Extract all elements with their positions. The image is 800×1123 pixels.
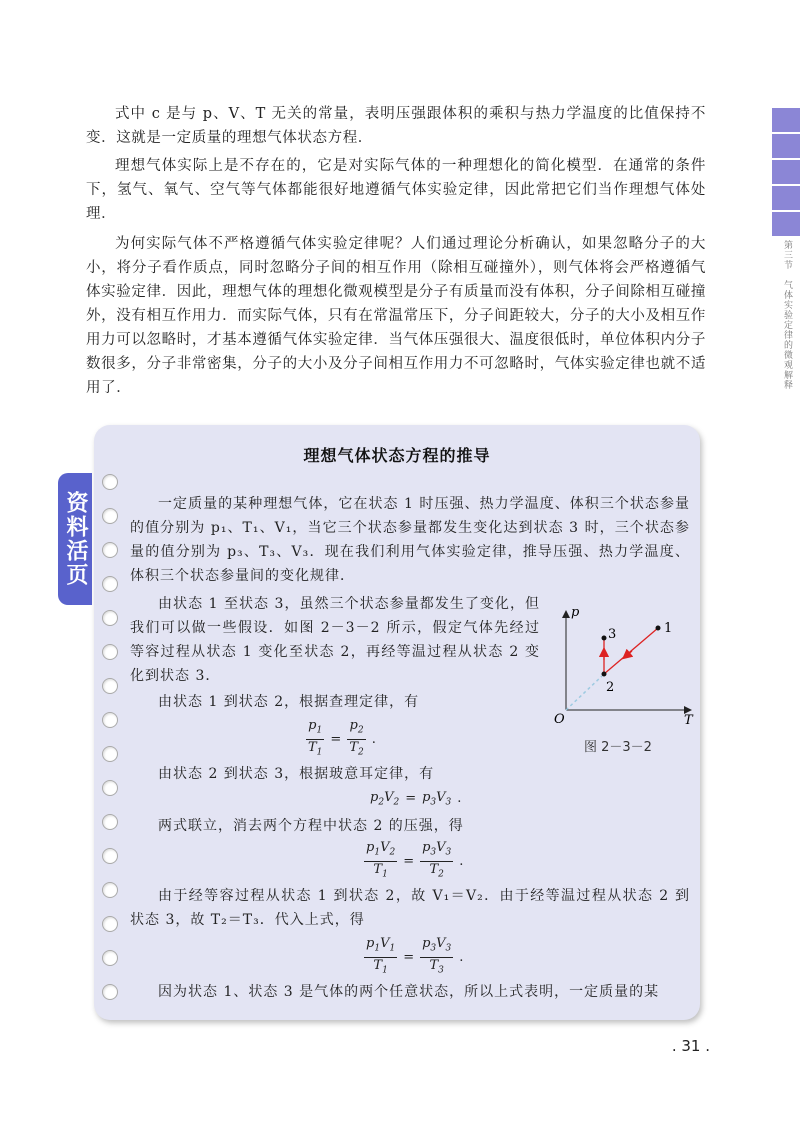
binder-ring: [102, 882, 118, 898]
section-sidebar-label: 第三节 气体实验定律的微观解释: [782, 240, 792, 390]
equation-combined-1: $\frac{p_1V_2}{T_1}$ = $\frac{p_3V_3}{T_2}$ .: [366, 840, 464, 880]
p-axis-label: p: [571, 605, 580, 620]
body-paragraph-2: 理想气体实际上是不存在的，它是对实际气体的一种理想化的简化模型．在通常的条件下，氢气、氧气、空气等气体都能很好地遵循气体实验定律，因此常把它们当作理想气体处理．: [86, 158, 706, 222]
binder-ring: [102, 508, 118, 524]
isochore-extension: [566, 676, 602, 710]
card-title: 理想气体状态方程的推导: [303, 446, 491, 465]
binder-ring: [102, 984, 118, 1000]
equation-state: $\frac{p_1V_1}{T_1}$ = $\frac{p_3V_3}{T_3}$ .: [366, 936, 464, 976]
origin-label: O: [554, 712, 565, 727]
state-point-1: [656, 626, 661, 631]
card-paragraph-4: 由状态 2 到状态 3，根据玻意耳定律，有: [158, 766, 435, 782]
card-side-label: 资料活页: [58, 473, 92, 605]
binder-ring: [102, 916, 118, 932]
state-point-3: [602, 636, 607, 641]
body-paragraph-1: 式中 c 是与 p、V、T 无关的常量，表明压强跟体积的乘积与热力学温度的比值保持不变．这就是一定质量的理想气体状态方程．: [86, 106, 706, 146]
binder-ring: [102, 848, 118, 864]
t-axis-label: T: [684, 713, 693, 728]
card-paragraph-3: 由状态 1 到状态 2，根据查理定律，有: [158, 694, 420, 710]
label-3: 3: [608, 627, 617, 642]
figure-caption: 图 2－3－2: [584, 740, 652, 755]
label-2: 2: [606, 680, 615, 695]
side-color-tab: [772, 108, 800, 238]
binder-ring: [102, 950, 118, 966]
equation-boyle: $p_2V_2$ = $p_3V_3$ .: [370, 790, 462, 808]
card-paragraph-1: 一定质量的某种理想气体，它在状态 1 时压强、热力学温度、体积三个状态参量的值分别为 p₁、T₁、V₁，当它三个状态参量都发生变化达到状态 3 时，三个状态参量的值分别为 p₃、T₃、V₃．现在我们利用气体实验定律，推导压强、热力学温度、体积三个状态参量间的变化规律．: [130, 496, 690, 584]
card-paragraph-2: 由状态 1 至状态 3，虽然三个状态参量都发生了变化，但我们可以做一些假设．如图 2－3－2 所示，假定气体先经过等容过程从状态 1 变化至状态 2，再经等温过程从状态 2 变化到状态 3．: [130, 596, 540, 684]
card-paragraph-6: 由于经等容过程从状态 1 到状态 2，故 V₁＝V₂．由于经等温过程从状态 2 到状态 3，故 T₂＝T₃．代入上式，得: [130, 888, 690, 928]
binder-ring: [102, 712, 118, 728]
binder-ring: [102, 678, 118, 694]
binder-ring: [102, 474, 118, 490]
binder-ring: [102, 542, 118, 558]
label-1: 1: [664, 621, 673, 636]
binder-ring: [102, 780, 118, 796]
binder-ring: [102, 814, 118, 830]
pT-diagram: [540, 598, 700, 738]
card-paragraph-7: 因为状态 1、状态 3 是气体的两个任意状态，所以上式表明，一定质量的某: [158, 984, 660, 1000]
page-number: . 31 .: [671, 1037, 710, 1055]
binder-ring: [102, 576, 118, 592]
binder-ring: [102, 746, 118, 762]
card-paragraph-5: 两式联立，消去两个方程中状态 2 的压强，得: [158, 818, 464, 834]
binder-ring: [102, 644, 118, 660]
binder-ring: [102, 610, 118, 626]
state-point-2: [602, 672, 607, 677]
body-paragraph-3: 为何实际气体不严格遵循气体实验定律呢？人们通过理论分析确认，如果忽略分子的大小，将分子看作质点，同时忽略分子间的相互作用（除相互碰撞外），则气体将会严格遵循气体实验定律．因此，理想气体的理想化微观模型是分子有质量而没有体积，分子间除相互碰撞外，没有相互作用力．而实际气体，只有在常温常压下，分子间距较大，分子的大小及相互作用力可以忽略时，才基本遵循气体实验定律．当气体压强很大、温度很低时，单位体积内分子数很多，分子非常密集，分子的大小及分子间相互作用力不可忽略时，气体实验定律也就不适用了．: [86, 236, 706, 396]
equation-charles: $\frac{p_1}{T_1}$ = $\frac{p_2}{T_2}$ .: [308, 718, 376, 758]
